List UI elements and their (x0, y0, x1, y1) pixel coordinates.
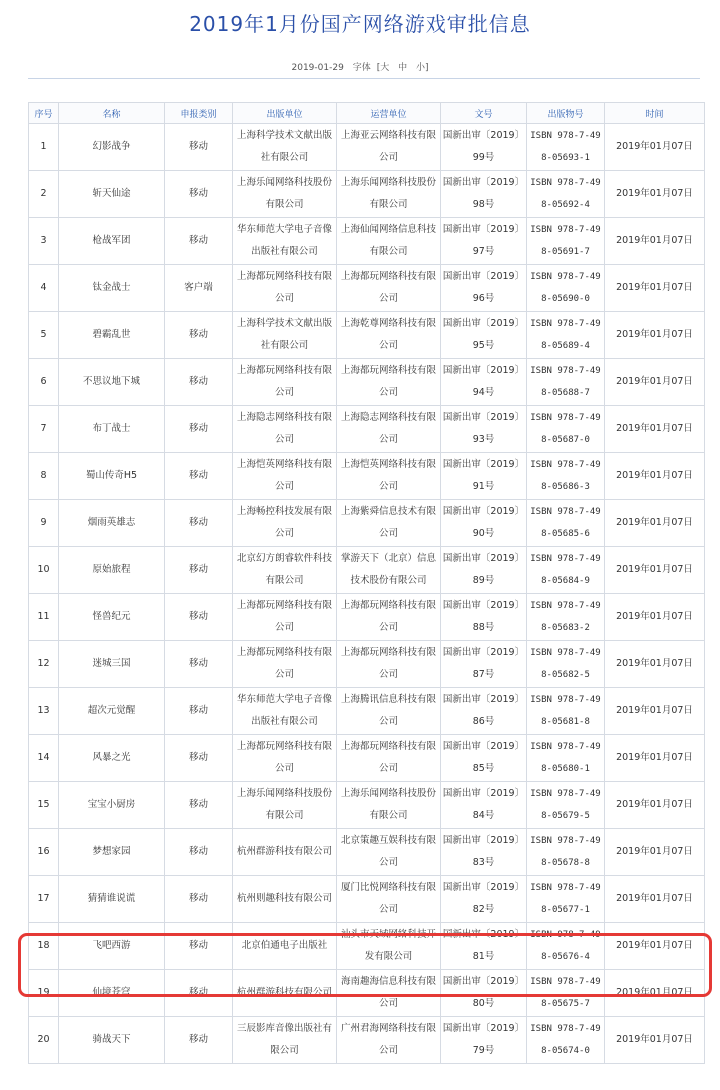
publisher-cell: 华东师范大学电子音像出版社有限公司 (233, 688, 337, 735)
font-size-label: 字体 (352, 63, 371, 73)
header-cell: 运营单位 (337, 103, 441, 124)
font-size-small-link[interactable]: 小] (415, 63, 429, 73)
publisher-cell: 杭州则趣科技有限公司 (233, 876, 337, 923)
header-cell: 时间 (605, 103, 705, 124)
isbn-cell: ISBN 978-7-498-05676-4 (527, 923, 605, 970)
isbn-cell: ISBN 978-7-498-05685-6 (527, 500, 605, 547)
category-cell: 移动 (165, 312, 233, 359)
category-cell: 移动 (165, 171, 233, 218)
row-number-cell: 8 (29, 453, 59, 500)
doc-number-cell: 国新出审〔2019〕79号 (441, 1017, 527, 1064)
table-row (29, 688, 705, 735)
isbn-cell: ISBN 978-7-498-05680-1 (527, 735, 605, 782)
publisher-cell: 杭州群游科技有限公司 (233, 970, 337, 1017)
game-name-cell: 钛金战士 (59, 265, 165, 312)
category-cell: 移动 (165, 829, 233, 876)
row-number-cell: 17 (29, 876, 59, 923)
table-row (29, 970, 705, 1017)
operator-cell: 广州君海网络科技有限公司 (337, 1017, 441, 1064)
operator-cell: 上海都玩网络科技有限公司 (337, 735, 441, 782)
operator-cell: 上海仙闻网络信息科技有限公司 (337, 218, 441, 265)
row-number-cell: 1 (29, 124, 59, 171)
publisher-cell: 上海隐志网络科技有限公司 (233, 406, 337, 453)
date-cell: 2019年01月07日 (605, 171, 705, 218)
operator-cell: 上海亚云网络科技有限公司 (337, 124, 441, 171)
font-size-medium-link[interactable]: 中 (398, 63, 408, 73)
date-cell: 2019年01月07日 (605, 594, 705, 641)
article-meta (0, 60, 720, 73)
date-cell: 2019年01月07日 (605, 970, 705, 1017)
game-name-cell: 原始旅程 (59, 547, 165, 594)
date-cell: 2019年01月07日 (605, 829, 705, 876)
category-cell: 客户端 (165, 265, 233, 312)
row-number-cell: 9 (29, 500, 59, 547)
date-cell: 2019年01月07日 (605, 688, 705, 735)
doc-number-cell: 国新出审〔2019〕88号 (441, 594, 527, 641)
game-name-cell: 骑战天下 (59, 1017, 165, 1064)
category-cell: 移动 (165, 594, 233, 641)
table-row (29, 547, 705, 594)
table-row (29, 641, 705, 688)
game-name-cell: 幻影战争 (59, 124, 165, 171)
publisher-cell: 上海科学技术文献出版社有限公司 (233, 124, 337, 171)
publisher-cell: 上海乐闻网络科技股份有限公司 (233, 171, 337, 218)
isbn-cell: ISBN 978-7-498-05688-7 (527, 359, 605, 406)
isbn-cell: ISBN 978-7-498-05692-4 (527, 171, 605, 218)
row-number-cell: 16 (29, 829, 59, 876)
table-row (29, 312, 705, 359)
category-cell: 移动 (165, 124, 233, 171)
operator-cell: 上海都玩网络科技有限公司 (337, 594, 441, 641)
doc-number-cell: 国新出审〔2019〕98号 (441, 171, 527, 218)
game-name-cell: 飞吧西游 (59, 923, 165, 970)
game-name-cell: 蜀山传奇H5 (59, 453, 165, 500)
date-cell: 2019年01月07日 (605, 547, 705, 594)
font-size-large-link[interactable]: [大 (376, 63, 390, 73)
isbn-cell: ISBN 978-7-498-05683-2 (527, 594, 605, 641)
category-cell: 移动 (165, 735, 233, 782)
date-cell: 2019年01月07日 (605, 735, 705, 782)
publisher-cell: 上海都玩网络科技有限公司 (233, 594, 337, 641)
date-cell: 2019年01月07日 (605, 265, 705, 312)
operator-cell: 上海乾尊网络科技有限公司 (337, 312, 441, 359)
header-cell: 名称 (59, 103, 165, 124)
date-cell: 2019年01月07日 (605, 1017, 705, 1064)
table-header-row (29, 103, 705, 124)
operator-cell: 上海恺英网络科技有限公司 (337, 453, 441, 500)
operator-cell: 汕头市天域网络科技开发有限公司 (337, 923, 441, 970)
operator-cell: 上海都玩网络科技有限公司 (337, 265, 441, 312)
doc-number-cell: 国新出审〔2019〕94号 (441, 359, 527, 406)
row-number-cell: 3 (29, 218, 59, 265)
game-name-cell: 仙境苍穹 (59, 970, 165, 1017)
table-row (29, 218, 705, 265)
isbn-cell: ISBN 978-7-498-05678-8 (527, 829, 605, 876)
game-name-cell: 猜猜谁说谎 (59, 876, 165, 923)
table-row (29, 923, 705, 970)
doc-number-cell: 国新出审〔2019〕89号 (441, 547, 527, 594)
row-number-cell: 20 (29, 1017, 59, 1064)
table-row (29, 876, 705, 923)
table-row (29, 500, 705, 547)
game-name-cell: 不思议地下城 (59, 359, 165, 406)
operator-cell: 海南趣海信息科技有限公司 (337, 970, 441, 1017)
game-name-cell: 布丁战士 (59, 406, 165, 453)
row-number-cell: 5 (29, 312, 59, 359)
table-row (29, 124, 705, 171)
doc-number-cell: 国新出审〔2019〕87号 (441, 641, 527, 688)
category-cell: 移动 (165, 876, 233, 923)
isbn-cell: ISBN 978-7-498-05684-9 (527, 547, 605, 594)
row-number-cell: 13 (29, 688, 59, 735)
date-cell: 2019年01月07日 (605, 453, 705, 500)
row-number-cell: 4 (29, 265, 59, 312)
game-name-cell: 超次元觉醒 (59, 688, 165, 735)
game-name-cell: 碧霸乱世 (59, 312, 165, 359)
doc-number-cell: 国新出审〔2019〕86号 (441, 688, 527, 735)
table-row (29, 735, 705, 782)
date-cell: 2019年01月07日 (605, 500, 705, 547)
publisher-cell: 华东师范大学电子音像出版社有限公司 (233, 218, 337, 265)
table-row (29, 829, 705, 876)
row-number-cell: 15 (29, 782, 59, 829)
table-body (29, 124, 705, 1064)
operator-cell: 掌游天下（北京）信息技术股份有限公司 (337, 547, 441, 594)
game-name-cell: 宝宝小厨房 (59, 782, 165, 829)
game-name-cell: 斩天仙途 (59, 171, 165, 218)
publisher-cell: 上海都玩网络科技有限公司 (233, 265, 337, 312)
publisher-cell: 上海都玩网络科技有限公司 (233, 359, 337, 406)
date-cell: 2019年01月07日 (605, 876, 705, 923)
game-name-cell: 枪战军团 (59, 218, 165, 265)
operator-cell: 上海紫舜信息技术有限公司 (337, 500, 441, 547)
header-cell: 序号 (29, 103, 59, 124)
game-name-cell: 迷城三国 (59, 641, 165, 688)
table-row (29, 782, 705, 829)
date-cell: 2019年01月07日 (605, 312, 705, 359)
operator-cell: 上海都玩网络科技有限公司 (337, 359, 441, 406)
operator-cell: 北京策趣互娱科技有限公司 (337, 829, 441, 876)
date-cell: 2019年01月07日 (605, 923, 705, 970)
row-number-cell: 7 (29, 406, 59, 453)
category-cell: 移动 (165, 1017, 233, 1064)
row-number-cell: 12 (29, 641, 59, 688)
operator-cell: 上海乐闻网络科技股份有限公司 (337, 171, 441, 218)
isbn-cell: ISBN 978-7-498-05686-3 (527, 453, 605, 500)
category-cell: 移动 (165, 970, 233, 1017)
isbn-cell: ISBN 978-7-498-05691-7 (527, 218, 605, 265)
game-name-cell: 怪兽纪元 (59, 594, 165, 641)
publisher-cell: 杭州群游科技有限公司 (233, 829, 337, 876)
row-number-cell: 14 (29, 735, 59, 782)
category-cell: 移动 (165, 641, 233, 688)
isbn-cell: ISBN 978-7-498-05674-0 (527, 1017, 605, 1064)
header-cell: 文号 (441, 103, 527, 124)
operator-cell: 上海隐志网络科技有限公司 (337, 406, 441, 453)
date-cell: 2019年01月07日 (605, 359, 705, 406)
date-cell: 2019年01月07日 (605, 782, 705, 829)
doc-number-cell: 国新出审〔2019〕91号 (441, 453, 527, 500)
isbn-cell: ISBN 978-7-498-05681-8 (527, 688, 605, 735)
doc-number-cell: 国新出审〔2019〕96号 (441, 265, 527, 312)
table-row (29, 265, 705, 312)
date-cell: 2019年01月07日 (605, 124, 705, 171)
game-name-cell: 梦想家园 (59, 829, 165, 876)
row-number-cell: 18 (29, 923, 59, 970)
publisher-cell: 上海恺英网络科技有限公司 (233, 453, 337, 500)
game-name-cell: 风暴之光 (59, 735, 165, 782)
isbn-cell: ISBN 978-7-498-05689-4 (527, 312, 605, 359)
title-divider (28, 78, 700, 79)
page-title: 2019年1月份国产网络游戏审批信息 (189, 12, 531, 36)
doc-number-cell: 国新出审〔2019〕93号 (441, 406, 527, 453)
publisher-cell: 三辰影库音像出版社有限公司 (233, 1017, 337, 1064)
category-cell: 移动 (165, 688, 233, 735)
row-number-cell: 2 (29, 171, 59, 218)
category-cell: 移动 (165, 500, 233, 547)
doc-number-cell: 国新出审〔2019〕99号 (441, 124, 527, 171)
operator-cell: 厦门比悦网络科技有限公司 (337, 876, 441, 923)
publisher-cell: 北京伯通电子出版社 (233, 923, 337, 970)
operator-cell: 上海乐闻网络科技股份有限公司 (337, 782, 441, 829)
doc-number-cell: 国新出审〔2019〕95号 (441, 312, 527, 359)
row-number-cell: 19 (29, 970, 59, 1017)
header-cell: 出版单位 (233, 103, 337, 124)
doc-number-cell: 国新出审〔2019〕82号 (441, 876, 527, 923)
doc-number-cell: 国新出审〔2019〕84号 (441, 782, 527, 829)
doc-number-cell: 国新出审〔2019〕85号 (441, 735, 527, 782)
table-row (29, 1017, 705, 1064)
isbn-cell: ISBN 978-7-498-05682-5 (527, 641, 605, 688)
table-row (29, 171, 705, 218)
operator-cell: 上海腾讯信息科技有限公司 (337, 688, 441, 735)
category-cell: 移动 (165, 218, 233, 265)
doc-number-cell: 国新出审〔2019〕97号 (441, 218, 527, 265)
publisher-cell: 上海畅控科技发展有限公司 (233, 500, 337, 547)
isbn-cell: ISBN 978-7-498-05690-0 (527, 265, 605, 312)
category-cell: 移动 (165, 782, 233, 829)
publisher-cell: 北京幻方朗睿软件科技有限公司 (233, 547, 337, 594)
isbn-cell: ISBN 978-7-498-05675-7 (527, 970, 605, 1017)
game-name-cell: 烟雨英雄志 (59, 500, 165, 547)
doc-number-cell: 国新出审〔2019〕83号 (441, 829, 527, 876)
operator-cell: 上海都玩网络科技有限公司 (337, 641, 441, 688)
date-cell: 2019年01月07日 (605, 641, 705, 688)
table-row (29, 406, 705, 453)
date-cell: 2019年01月07日 (605, 218, 705, 265)
category-cell: 移动 (165, 359, 233, 406)
doc-number-cell: 国新出审〔2019〕90号 (441, 500, 527, 547)
isbn-cell: ISBN 978-7-498-05679-5 (527, 782, 605, 829)
publisher-cell: 上海都玩网络科技有限公司 (233, 641, 337, 688)
publisher-cell: 上海科学技术文献出版社有限公司 (233, 312, 337, 359)
isbn-cell: ISBN 978-7-498-05687-0 (527, 406, 605, 453)
category-cell: 移动 (165, 547, 233, 594)
isbn-cell: ISBN 978-7-498-05677-1 (527, 876, 605, 923)
category-cell: 移动 (165, 453, 233, 500)
category-cell: 移动 (165, 923, 233, 970)
category-cell: 移动 (165, 406, 233, 453)
table-row (29, 453, 705, 500)
date-cell: 2019年01月07日 (605, 406, 705, 453)
header-cell: 出版物号 (527, 103, 605, 124)
doc-number-cell: 国新出审〔2019〕80号 (441, 970, 527, 1017)
publisher-cell: 上海乐闻网络科技股份有限公司 (233, 782, 337, 829)
publish-date: 2019-01-29 (291, 63, 344, 73)
header-cell: 申报类别 (165, 103, 233, 124)
publisher-cell: 上海都玩网络科技有限公司 (233, 735, 337, 782)
table-row (29, 594, 705, 641)
table-row (29, 359, 705, 406)
isbn-cell: ISBN 978-7-498-05693-1 (527, 124, 605, 171)
row-number-cell: 6 (29, 359, 59, 406)
doc-number-cell: 国新出审〔2019〕81号 (441, 923, 527, 970)
row-number-cell: 11 (29, 594, 59, 641)
approval-table (28, 102, 705, 1064)
row-number-cell: 10 (29, 547, 59, 594)
